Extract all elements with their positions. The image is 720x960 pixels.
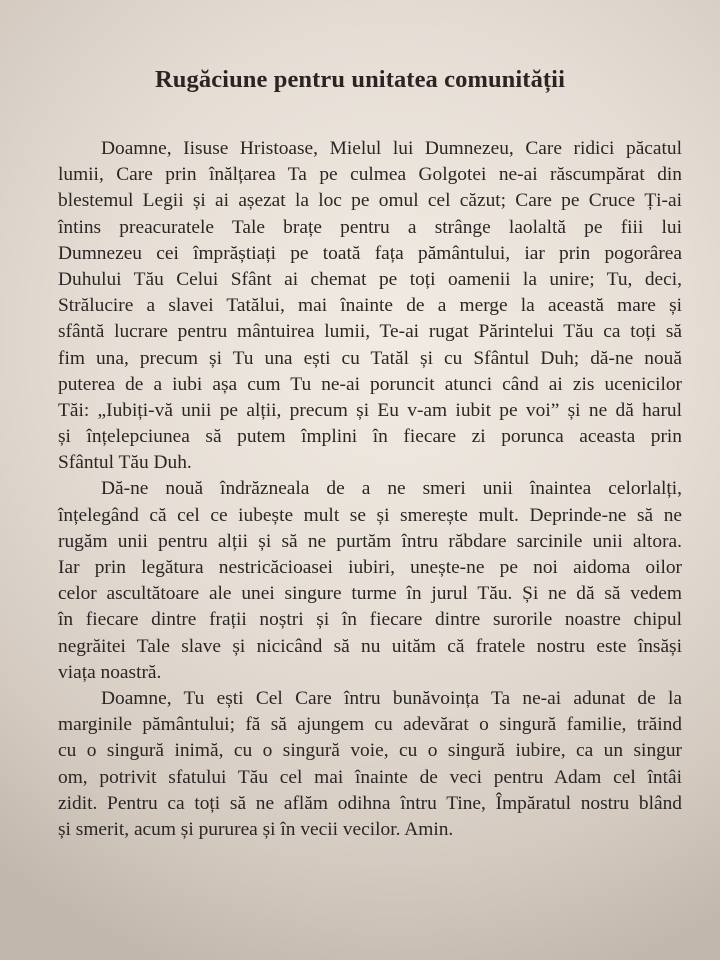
text-line: în fiecare dintre frații noștri și în fiecare dintre surorile noastre chipul [58,609,682,631]
page-title: Rugăciune pentru unitatea comunității [154,66,565,93]
text-line: negrăitei Tale slave și nicicând să nu uităm că fratele nostru este însăși [58,635,682,657]
paragraph-3 [58,686,682,843]
text-line: și înțelepciunea să putem împlini în fiecare zi porunca aceasta prin [58,426,682,448]
text-line: viața noastră. [58,661,162,683]
text-line: Strălucire a slavei Tatălui, mai înainte de a merge la această mare și [58,295,682,317]
text-line: rugăm unii pentru alții și să ne purtăm întru răbdare sarcinile unii altora. [58,530,682,552]
text-line: sfântă lucrare pentru mântuirea lumii, Te-ai rugat Părintelui Tău ca toți să [58,321,682,343]
text-line: Sfântul Tău Duh. [58,452,192,474]
paragraph-2 [58,476,682,686]
text-line: om, potrivit sfatului Tău cel mai înainte de veci pentru Adam cel întâi [58,766,682,788]
text-line: marginile pământului; fă să ajungem cu adevărat o singură familie, trăind [58,714,682,736]
text-line: înțelegând că cel ce iubește mult se și smerește mult. Deprinde-ne să ne [58,504,682,526]
text-line: Doamne, Iisuse Hristoase, Mielul lui Dumnezeu, Care ridici păcatul [101,138,682,159]
prayer-body [58,136,682,843]
text-line: întins preacuratele Tale brațe pentru a strânge laolaltă pe fiii lui [58,216,682,238]
text-line: puterea de a iubi așa cum Tu ne-ai poruncit atunci când ai zis ucenicilor [58,373,682,395]
text-line: Dumnezeu cei împrăștiați pe toată fața pământului, iar prin pogorârea [58,242,682,264]
text-line: Dă-ne nouă îndrăzneala de a ne smeri unii înaintea celorlalți, [101,478,682,500]
paragraph-1 [58,136,682,476]
text-line: și smerit, acum și pururea și în vecii vecilor. Amin. [58,818,454,840]
text-line: lumii, Care prin înălțarea Ta pe culmea Golgotei ne-ai răscumpărat din [58,164,682,186]
text-line: celor ascultătoare ale unei singure turme în jurul Tău. Și ne dă să vedem [58,583,682,605]
text-line: blestemul Legii și ai așezat la loc pe omul cel căzut; Care pe Cruce Ți-ai [58,190,682,212]
text-line: cu o singură inimă, cu o singură voie, cu o singură iubire, ca un singur [58,740,682,762]
text-line: Iar prin legătura nestricăcioasei iubiri, unește-ne pe noi aidoma oilor [58,557,682,578]
text-line: Tăi: „Iubiți-vă unii pe alții, precum și Eu v-am iubit pe voi” și ne dă harul [58,399,682,421]
text-line: Duhului Tău Celui Sfânt ai chemat pe toți oamenii la unire; Tu, deci, [58,268,682,290]
text-line: fim una, precum și Tu una ești cu Tatăl și cu Sfântul Duh; dă-ne nouă [58,347,682,369]
text-line: zidit. Pentru ca toți să ne aflăm odihna întru Tine, Împăratul nostru blând [58,792,682,814]
text-line: Doamne, Tu ești Cel Care întru bunăvoința Ta ne-ai adunat de la [101,687,682,709]
